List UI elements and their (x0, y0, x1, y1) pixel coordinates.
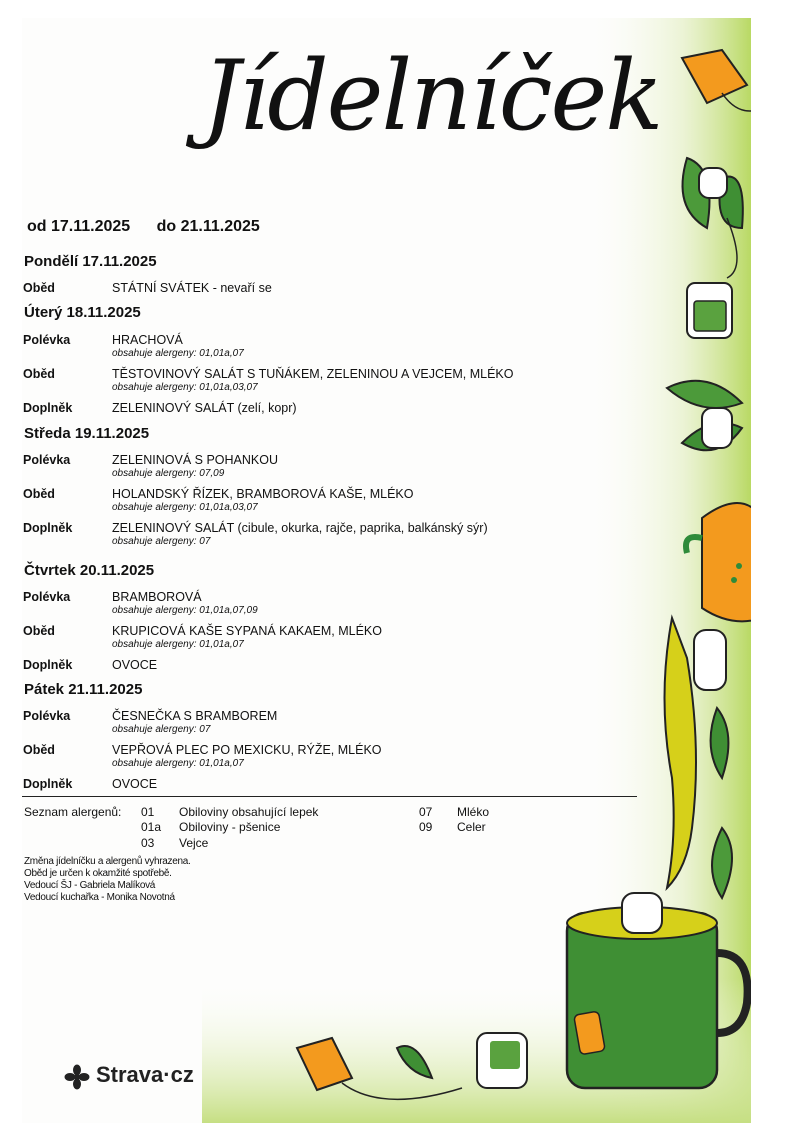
meal-dish: ZELENINOVÁ S POHANKOU (112, 453, 279, 467)
meal-allergens: obsahuje alergeny: 07 (112, 536, 211, 547)
allergen-list-title: Seznam alergenů: (24, 805, 122, 819)
meal-allergens: obsahuje alergeny: 07 (112, 724, 211, 735)
allergen-code: 01a (141, 820, 162, 834)
meal-allergens: obsahuje alergeny: 01,01a,07,09 (112, 605, 258, 616)
meal-allergens: obsahuje alergeny: 01,01a,07 (112, 348, 244, 359)
meal-label: Oběd (23, 367, 55, 381)
allergen-code: 07 (419, 805, 433, 819)
date-to: do 21.11.2025 (156, 218, 260, 235)
meal-dish: TĚSTOVINOVÝ SALÁT S TUŇÁKEM, ZELENINOU A VEJCEM, MLÉKO (112, 367, 514, 381)
menu-sheet (22, 18, 751, 1123)
allergen-item (141, 836, 208, 850)
meal-label: Polévka (23, 590, 71, 604)
strava-logo-text[interactable]: Strava·cz (96, 1062, 194, 1087)
day-heading-friday: Pátek 21.11.2025 (24, 681, 143, 698)
note-line: Vedoucí ŠJ - Gabriela Malíková (24, 880, 156, 891)
allergen-name: Vejce (179, 836, 209, 850)
meal-allergens: obsahuje alergeny: 01,01a,07 (112, 758, 244, 769)
meal-dish: STÁTNÍ SVÁTEK - nevaří se (112, 281, 272, 295)
meal-dish: OVOCE (112, 777, 158, 791)
allergen-code: 01 (141, 805, 155, 819)
date-range (27, 218, 282, 236)
meal-dish: HOLANDSKÝ ŘÍZEK, BRAMBOROVÁ KAŠE, MLÉKO (112, 487, 414, 501)
day-heading-wednesday: Středa 19.11.2025 (24, 425, 150, 442)
note-line: Oběd je určen k okamžité spotřebě. (24, 868, 172, 879)
meal-dish: VEPŘOVÁ PLEC PO MEXICKU, RÝŽE, MLÉKO (112, 743, 382, 757)
strava-logo-icon (64, 1064, 90, 1090)
meal-label: Polévka (23, 453, 71, 467)
allergen-name: Obiloviny obsahující lepek (179, 805, 319, 819)
allergen-name: Mléko (457, 805, 490, 819)
page-title: Jídelníček (202, 40, 662, 152)
day-heading-monday: Pondělí 17.11.2025 (24, 253, 157, 270)
meal-dish: ČESNEČKA S BRAMBOREM (112, 709, 278, 723)
meal-label: Doplněk (23, 401, 73, 415)
meal-label: Oběd (23, 487, 55, 501)
note-line: Vedoucí kuchařka - Monika Novotná (24, 892, 175, 903)
divider (22, 796, 637, 797)
allergen-item (141, 805, 318, 819)
allergen-item (419, 805, 489, 819)
meal-label: Doplněk (23, 777, 73, 791)
meal-allergens: obsahuje alergeny: 07,09 (112, 468, 225, 479)
allergen-name: Celer (457, 820, 486, 834)
meal-label: Oběd (23, 743, 55, 757)
allergen-code: 03 (141, 836, 155, 850)
meal-allergens: obsahuje alergeny: 01,01a,03,07 (112, 502, 258, 513)
meal-label: Oběd (23, 624, 55, 638)
note-line: Změna jídelníčku a alergenů vyhrazena. (24, 856, 191, 867)
day-heading-tuesday: Úterý 18.11.2025 (24, 304, 141, 321)
meal-label: Polévka (23, 709, 71, 723)
allergen-code: 09 (419, 820, 433, 834)
meal-label: Doplněk (23, 658, 73, 672)
meal-dish: BRAMBOROVÁ (112, 590, 202, 604)
meal-label: Doplněk (23, 521, 73, 535)
meal-allergens: obsahuje alergeny: 01,01a,03,07 (112, 382, 258, 393)
meal-dish: HRACHOVÁ (112, 333, 183, 347)
allergen-item (141, 820, 280, 834)
day-heading-thursday: Čtvrtek 20.11.2025 (24, 562, 155, 579)
meal-label: Oběd (23, 281, 55, 295)
meal-dish: KRUPICOVÁ KAŠE SYPANÁ KAKAEM, MLÉKO (112, 624, 382, 638)
meal-dish: ZELENINOVÝ SALÁT (cibule, okurka, rajče, paprika, balkánský sýr) (112, 521, 488, 535)
meal-label: Polévka (23, 333, 71, 347)
date-from: od 17.11.2025 (27, 218, 131, 235)
allergen-name: Obiloviny - pšenice (179, 820, 281, 834)
pouring-character (694, 630, 726, 690)
meal-allergens: obsahuje alergeny: 01,01a,07 (112, 639, 244, 650)
meal-dish: OVOCE (112, 658, 158, 672)
allergen-item (419, 820, 486, 834)
meal-dish: ZELENINOVÝ SALÁT (zelí, kopr) (112, 401, 297, 415)
